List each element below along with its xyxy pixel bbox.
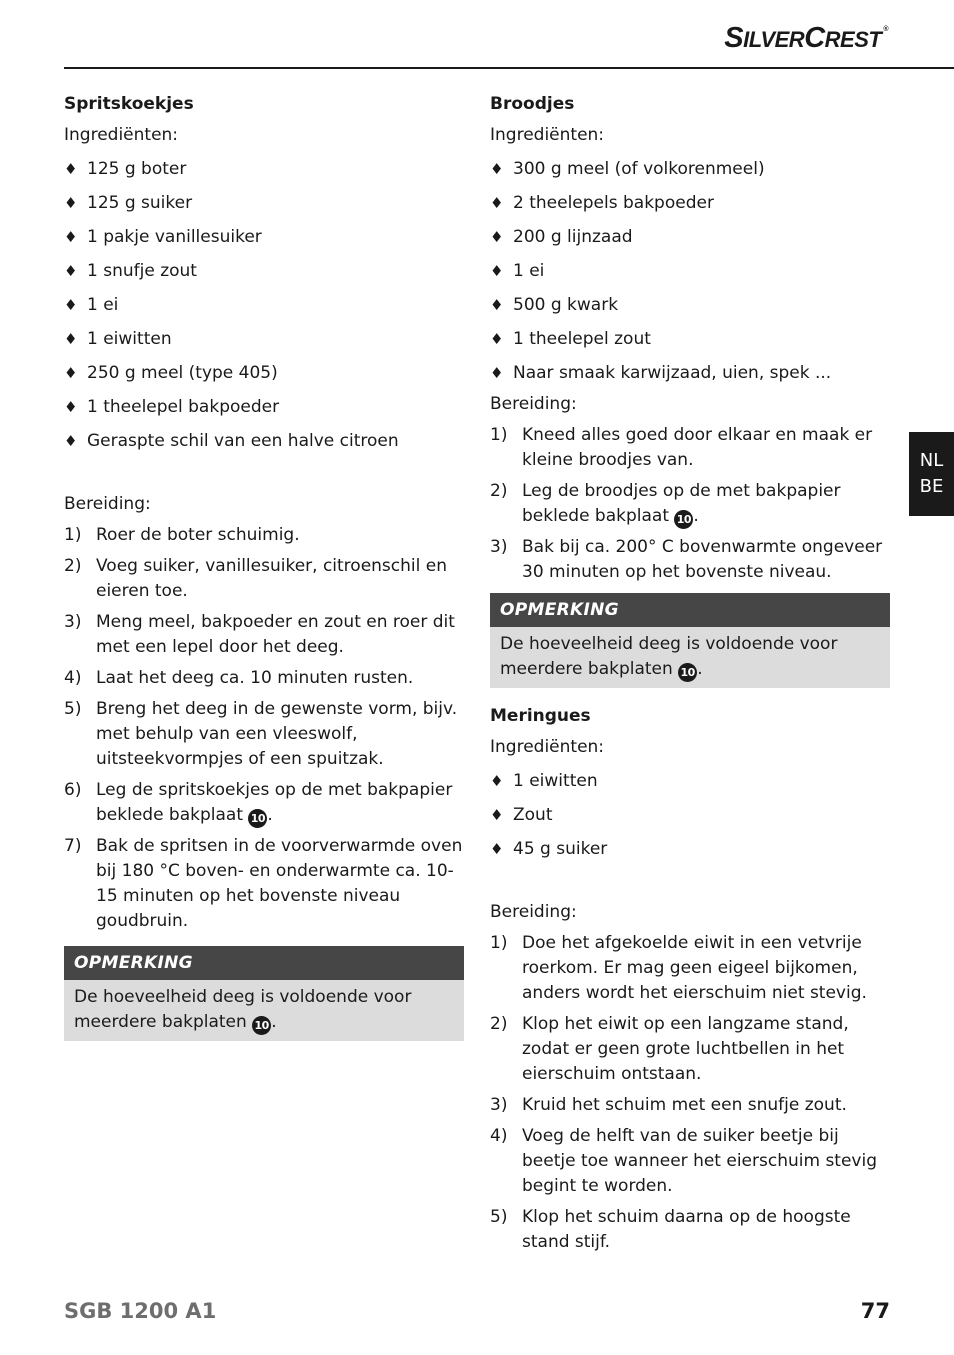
diamond-bullet-icon: ♦ [490, 806, 504, 824]
list-item: ♦ 1 theelepel bakpoeder [64, 395, 464, 420]
note-text: De hoeveelheid deeg is voldoende voor meerdere bakplaten 10 . [64, 980, 464, 1041]
page-number: 77 [860, 1299, 890, 1323]
reference-number-icon: 10 [678, 663, 697, 682]
recipe-title-spritskoekjes: Spritskoekjes [64, 94, 194, 114]
diamond-bullet-icon: ♦ [490, 840, 504, 858]
brand-logo: SILVERCREST ® [724, 22, 888, 54]
list-item: ♦ 125 g boter [64, 157, 464, 182]
left-column [64, 92, 464, 1057]
list-item: ♦ 500 g kwark [490, 293, 890, 318]
step-item: 5) Breng het deeg in de gewenste vorm, bijv. met behulp van een vleeswolf, uitsteekvormpjes of een spuitzak. [64, 699, 458, 769]
step-item: 2) Voeg suiker, vanillesuiker, citroenschil en eieren toe. [64, 556, 447, 601]
diamond-bullet-icon: ♦ [64, 364, 78, 382]
step-item: 1) Doe het afgekoelde eiwit in een vetvrije roerkom. Er mag geen eigeel bijkomen, anders wordt het eierschuim niet stevig. [490, 933, 867, 1003]
diamond-bullet-icon: ♦ [64, 228, 78, 246]
reference-number-icon: 10 [674, 510, 693, 529]
ingredient-list [490, 157, 890, 386]
ingredients-label: Ingrediënten: [64, 125, 179, 145]
list-item: ♦ 1 pakje vanillesuiker [64, 225, 464, 250]
list-item: ♦ 1 theelepel zout [490, 327, 890, 352]
list-item: ♦ 125 g suiker [64, 191, 464, 216]
list-item: ♦ 2 theelepels bakpoeder [490, 191, 890, 216]
step-list [490, 423, 890, 585]
step-item: 2) Klop het eiwit op een langzame stand, zodat er geen grote luchtbellen in het eierschuim ontstaan. [490, 1014, 849, 1084]
list-item: ♦ 250 g meel (type 405) [64, 361, 464, 386]
diamond-bullet-icon: ♦ [490, 364, 504, 382]
list-item: ♦ Geraspte schil van een halve citroen [64, 429, 464, 454]
list-item: ♦ 1 ei [64, 293, 464, 318]
recipe-title-meringues: Meringues [490, 706, 591, 726]
note-text: De hoeveelheid deeg is voldoende voor meerdere bakplaten 10 . [490, 627, 890, 688]
preparation-label: Bereiding: [490, 394, 577, 414]
header-rule [64, 67, 954, 69]
list-item: ♦ Naar smaak karwijzaad, uien, spek ... [490, 361, 890, 386]
diamond-bullet-icon: ♦ [490, 262, 504, 280]
ingredient-list [64, 157, 464, 454]
diamond-bullet-icon: ♦ [490, 296, 504, 314]
recipe-title-broodjes: Broodjes [490, 94, 575, 114]
diamond-bullet-icon: ♦ [490, 228, 504, 246]
diamond-bullet-icon: ♦ [64, 194, 78, 212]
ingredients-label: Ingrediënten: [490, 125, 605, 145]
step-item: 3) Bak bij ca. 200° C bovenwarmte ongeveer 30 minuten op het bovenste niveau. [490, 537, 883, 582]
step-item: 5) Klop het schuim daarna op de hoogste stand stijf. [490, 1207, 851, 1252]
diamond-bullet-icon: ♦ [64, 398, 78, 416]
note-title: OPMERKING [490, 593, 890, 627]
step-item: 3) Kruid het schuim met een snufje zout. [490, 1095, 847, 1115]
language-tab: NL BE [909, 432, 954, 516]
diamond-bullet-icon: ♦ [64, 160, 78, 178]
list-item: ♦ 1 snufje zout [64, 259, 464, 284]
list-item: ♦ 1 eiwitten [64, 327, 464, 352]
step-item: 7) Bak de spritsen in de voorverwarmde oven bij 180 °C boven- en onderwarmte ca. 10-15 minuten op het bovenste niveau goudbruin. [64, 836, 463, 931]
diamond-bullet-icon: ♦ [490, 772, 504, 790]
list-item: ♦ 300 g meel (of volkorenmeel) [490, 157, 890, 182]
step-item: 2) Leg de broodjes op de met bakpapier beklede bakplaat 10 . [490, 479, 890, 529]
list-item: ♦ 200 g lijnzaad [490, 225, 890, 250]
list-item: ♦ Zout [490, 803, 890, 828]
step-item: 4) Laat het deeg ca. 10 minuten rusten. [64, 668, 414, 688]
reference-number-icon: 10 [252, 1016, 271, 1035]
step-item: 4) Voeg de helft van de suiker beetje bij beetje toe wanneer het eierschuim stevig begint te worden. [490, 1126, 877, 1196]
preparation-label: Bereiding: [64, 494, 151, 514]
note-title: OPMERKING [64, 946, 464, 980]
diamond-bullet-icon: ♦ [490, 160, 504, 178]
ingredients-label: Ingrediënten: [490, 737, 605, 757]
diamond-bullet-icon: ♦ [490, 194, 504, 212]
diamond-bullet-icon: ♦ [64, 262, 78, 280]
list-item: ♦ 45 g suiker [490, 837, 890, 862]
model-number: SGB 1200 A1 [64, 1299, 217, 1323]
list-item: ♦ 1 eiwitten [490, 769, 890, 794]
step-item: 6) Leg de spritskoekjes op de met bakpapier beklede bakplaat 10 . [64, 778, 464, 828]
note-box [64, 946, 464, 1041]
step-item: 1) Kneed alles goed door elkaar en maak er kleine broodjes van. [490, 425, 873, 470]
list-item: ♦ 1 ei [490, 259, 890, 284]
right-column [490, 92, 890, 1261]
diamond-bullet-icon: ♦ [64, 296, 78, 314]
step-item: 3) Meng meel, bakpoeder en zout en roer dit met een lepel door het deeg. [64, 612, 455, 657]
reference-number-icon: 10 [248, 809, 267, 828]
diamond-bullet-icon: ♦ [64, 432, 78, 450]
note-box [490, 593, 890, 688]
diamond-bullet-icon: ♦ [64, 330, 78, 348]
diamond-bullet-icon: ♦ [490, 330, 504, 348]
ingredient-list [490, 769, 890, 862]
step-list [490, 931, 890, 1255]
step-item: 1) Roer de boter schuimig. [64, 525, 300, 545]
preparation-label: Bereiding: [490, 902, 577, 922]
step-list [64, 523, 464, 934]
